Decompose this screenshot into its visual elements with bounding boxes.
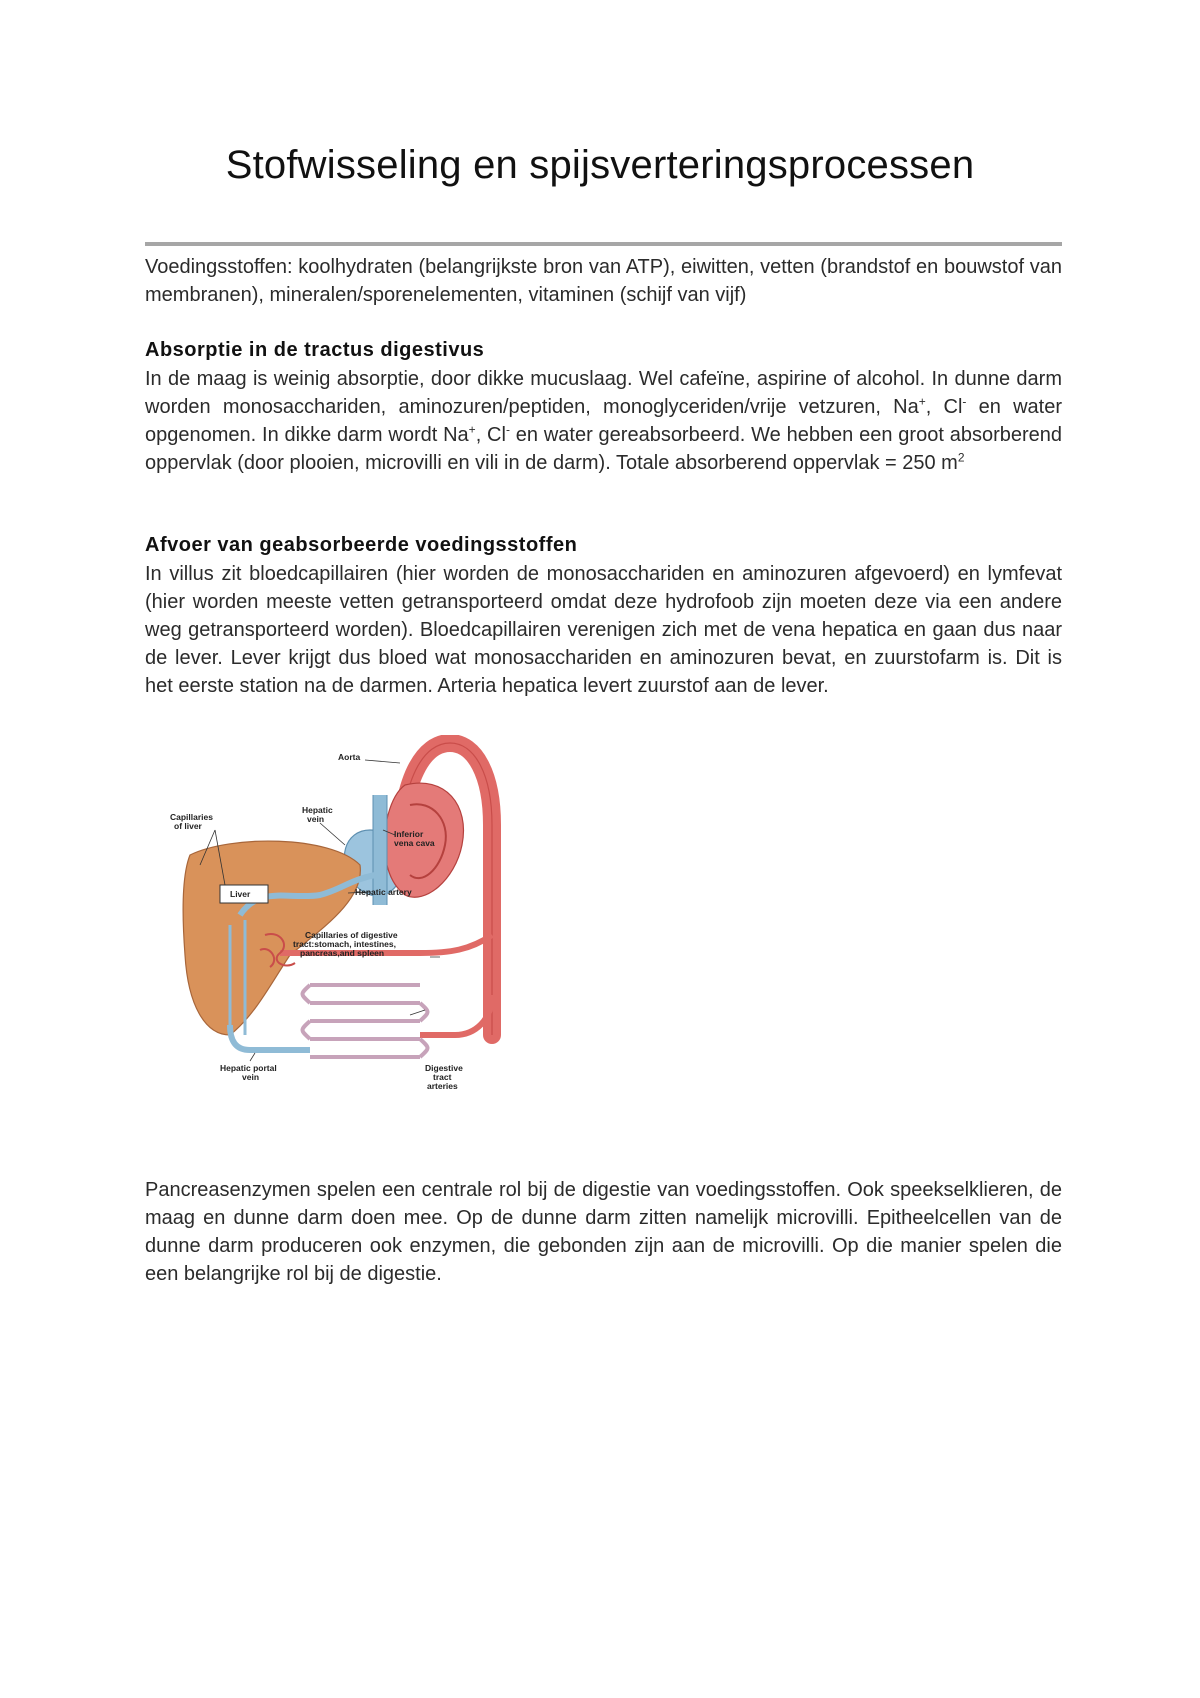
label-cap-digestive-1: Capillaries of digestive <box>305 930 398 940</box>
absorptie-paragraph <box>145 365 1062 477</box>
page-title: Stofwisseling en spijsverteringsprocessen <box>225 143 975 187</box>
hepatic-portal-vein-vessel <box>230 1025 310 1050</box>
label-digestive-arteries-1: Digestive <box>425 1063 463 1073</box>
label-aorta: Aorta <box>338 752 361 762</box>
label-ivc-2: vena cava <box>394 838 435 848</box>
absorptie-text-3: en water opgenomen. In dikke darm wordt Na <box>145 396 1063 446</box>
label-digestive-arteries-2: tract <box>433 1072 452 1082</box>
circulation-diagram <box>170 735 530 1125</box>
label-portal-vein-2: vein <box>242 1072 260 1082</box>
label-cap-digestive-2: tract:stomach, intestines, <box>293 939 396 949</box>
absorptie-sup-3: + <box>468 422 476 437</box>
intro-paragraph: Voedingsstoffen: koolhydraten (belangrijkste bron van ATP), eiwitten, vetten (brandstof en bouwstof van membranen), mineralen/sporenelementen, vitaminen (schijf van vijf) <box>145 256 1062 306</box>
digestive-tract-arteries-vessel <box>420 995 492 1035</box>
label-capillaries-liver-1: Capillaries <box>170 812 213 822</box>
digestive-capillaries <box>303 985 428 1057</box>
label-hepatic-vein-1: Hepatic <box>302 805 333 815</box>
section-heading-afvoer: Afvoer van geabsorbeerde voedingsstoffen <box>145 534 578 556</box>
label-cap-digestive-3: pancreas,and spleen <box>300 948 385 958</box>
absorptie-text-5: en water gereabsorbeerd. We hebben een groot absorberend oppervlak (door plooien, microvilli en vili in de darm). Totale absorberend oppervlak = 250 m <box>145 424 1062 474</box>
absorptie-text-1: In de maag is weinig absorptie, door dikke mucuslaag. Wel cafeïne, aspirine of alcohol. In dunne darm worden monosacchariden, aminozuren/peptiden, monoglyceriden/vrije vetzuren, Na <box>145 368 1062 418</box>
absorptie-text-2: , Cl <box>925 396 963 418</box>
label-ivc-1: Inferior <box>394 829 424 839</box>
afvoer-paragraph: In villus zit bloedcapillairen (hier worden de monosacchariden en aminozuren afgevoerd) en lymfevat (hier worden meeste vetten getransporteerd omdat deze hydrofoob zijn moeten deze via een andere weg getransporteerd worden). Bloedcapillairen verenigen zich met de vena hepatica en gaan dus naar de lever. Lever krijgt dus bloed wat monosacchariden en aminozuren bevat, en zuurstofarm is. Dit is het eerste station na de darmen. Arteria hepatica levert zuurstof aan de lever. <box>145 563 1062 697</box>
label-liver: Liver <box>230 889 251 899</box>
label-hepatic-vein-2: vein <box>307 814 325 824</box>
label-digestive-arteries-3: arteries <box>427 1081 458 1091</box>
label-capillaries-liver-2: of liver <box>174 821 202 831</box>
section-heading-absorptie: Absorptie in de tractus digestivus <box>145 339 485 361</box>
absorptie-text-4: , Cl <box>475 424 506 446</box>
portal-circulation-figure <box>170 735 530 1125</box>
label-hepatic-artery: Hepatic artery <box>355 887 412 897</box>
title-divider <box>145 242 1062 246</box>
absorptie-sup-2: - <box>962 394 967 409</box>
label-portal-vein-1: Hepatic portal <box>220 1063 277 1073</box>
absorptie-sup-1: + <box>918 394 926 409</box>
absorptie-sup-5: 2 <box>957 450 965 465</box>
absorptie-sup-4: - <box>505 422 510 437</box>
pancreas-paragraph: Pancreasenzymen spelen een centrale rol bij de digestie van voedingsstoffen. Ook speekselklieren, de maag en dunne darm doen mee. Op de dunne darm zitten namelijk microvilli. Epitheelcellen van de dunne darm produceren ook enzymen, die gebonden zijn aan de microvilli. Op die manier spelen die een belangrijke rol bij de digestie. <box>145 1179 1062 1285</box>
